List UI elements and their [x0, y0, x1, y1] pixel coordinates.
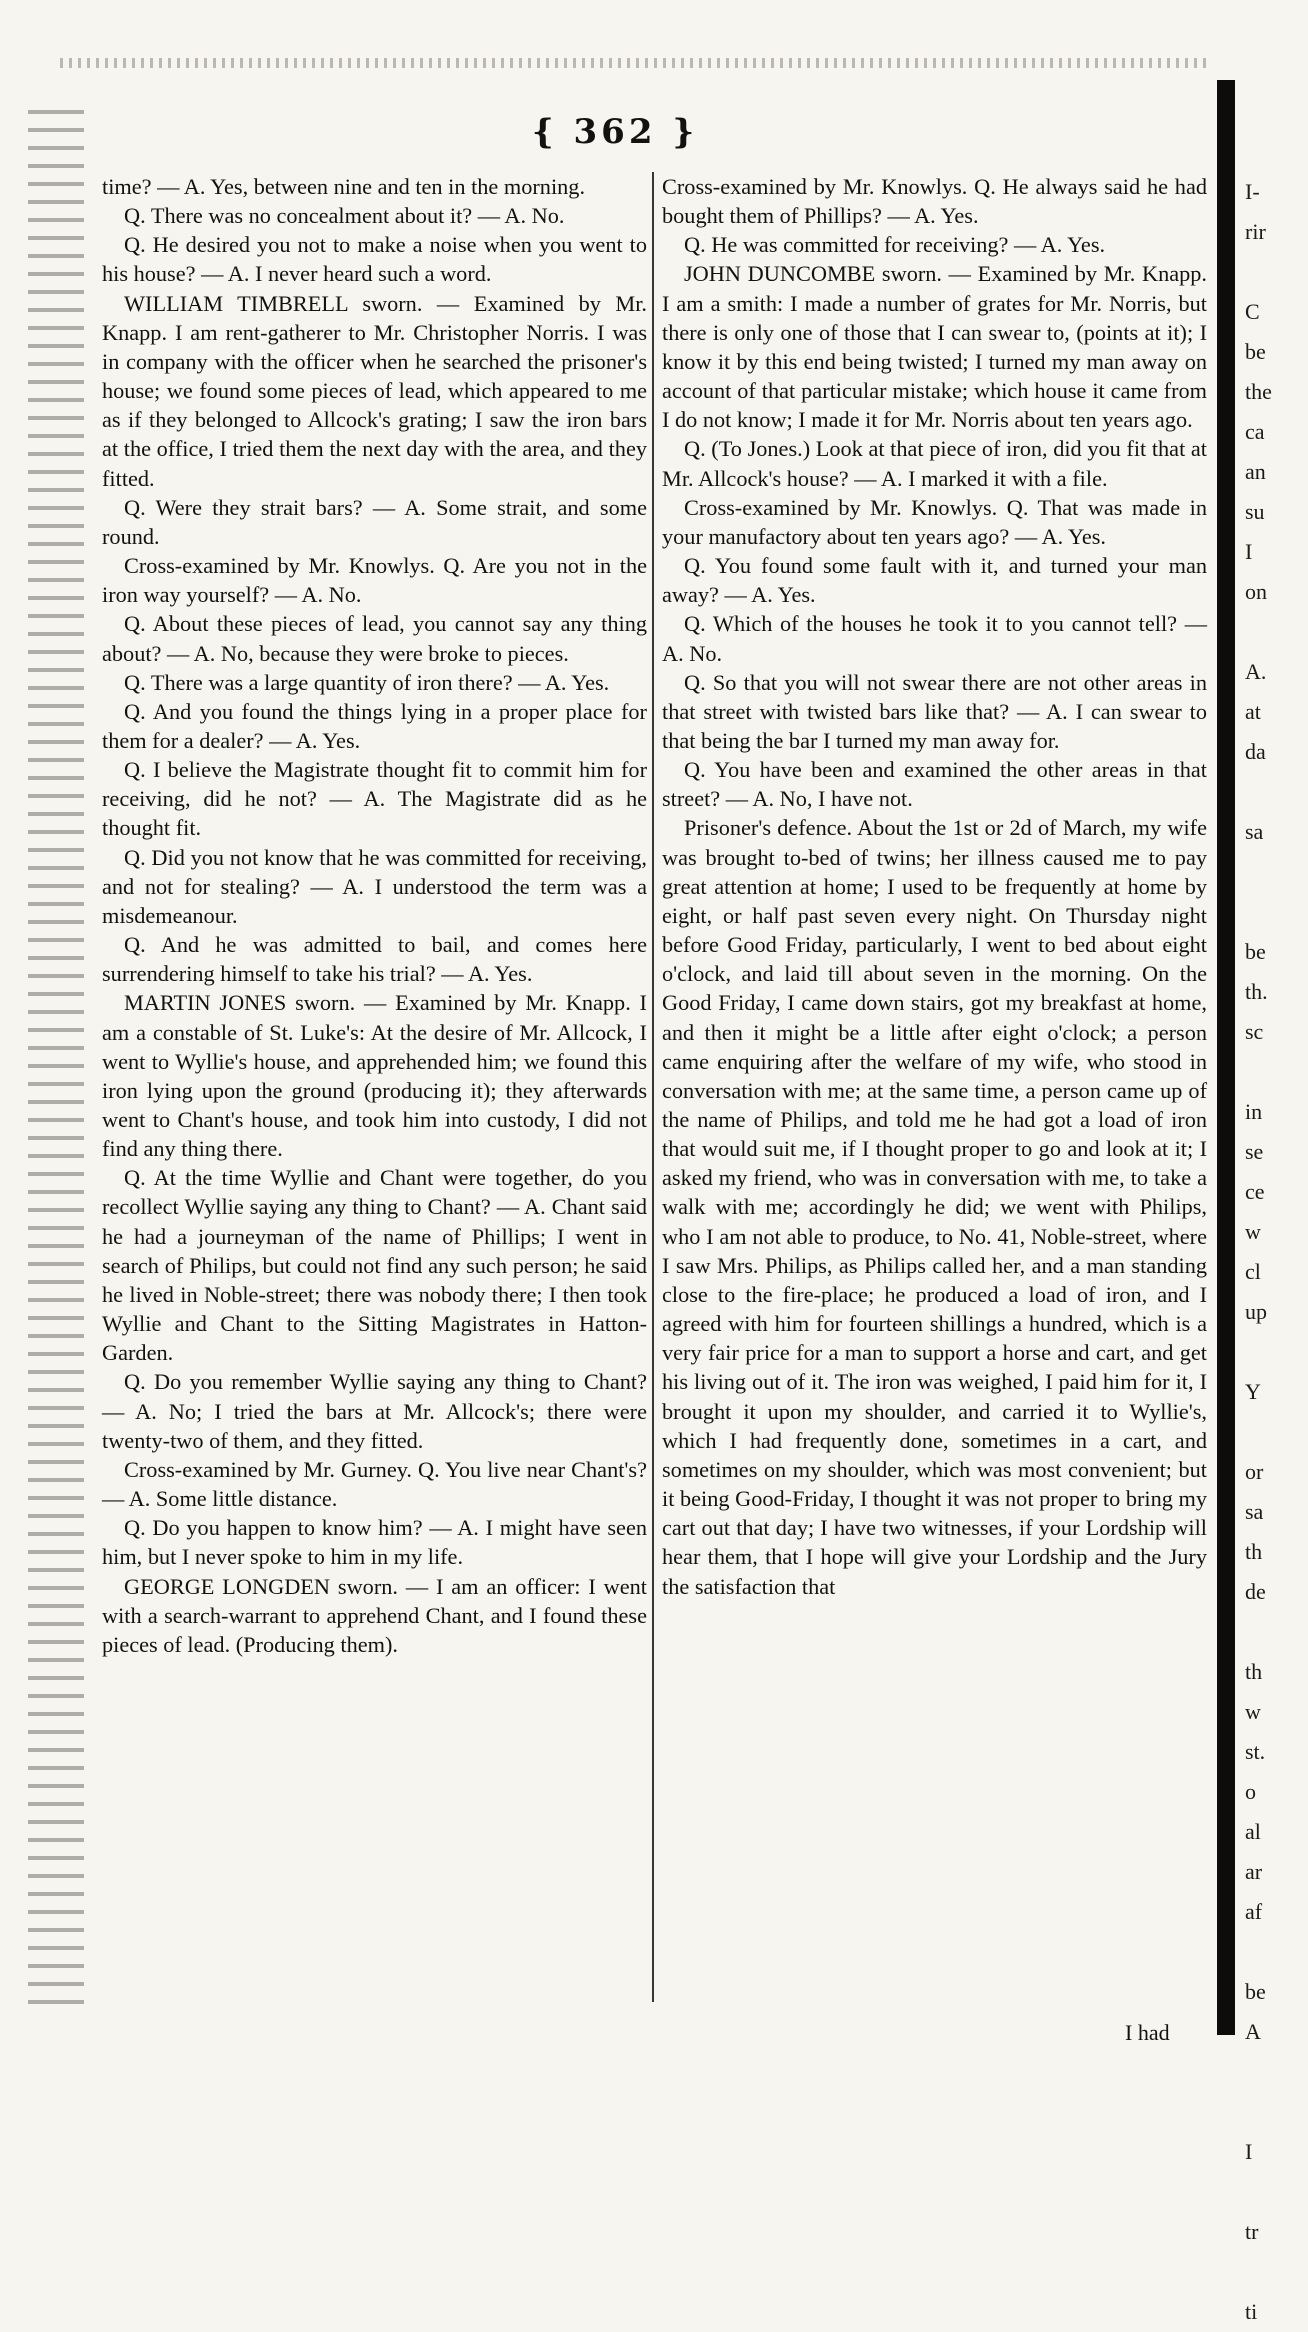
- paragraph: Q. (To Jones.) Look at that piece of iron, did you fit that at Mr. Allcock's house? — A. I marked it with a file.: [662, 436, 1207, 491]
- paragraph: Q. He was committed for receiving? — A. Yes.: [684, 232, 1106, 258]
- bleed-fragment: sa: [1245, 1499, 1264, 1524]
- paragraph: Q. You have been and examined the other areas in that street? — A. No, I have not.: [662, 757, 1207, 812]
- bleed-fragment: in: [1245, 1099, 1263, 1124]
- paragraph: Q. He desired you not to make a noise when you went to his house? — A. I never heard such a word.: [102, 232, 647, 287]
- bleed-fragment: [1245, 2052, 1295, 2092]
- bleed-fragment: [1245, 892, 1295, 932]
- bleed-fragment: A: [1245, 2019, 1261, 2044]
- bleed-fragment: on: [1245, 579, 1267, 604]
- bleed-fragment: su: [1245, 499, 1265, 524]
- bleed-fragment: w: [1245, 1699, 1261, 1724]
- bleed-fragment: af: [1245, 1899, 1263, 1924]
- bleed-fragment: sc: [1245, 1019, 1264, 1044]
- bleed-fragment: [1245, 1612, 1295, 1652]
- column-divider: [652, 172, 654, 2002]
- bleed-fragment: tr: [1245, 2219, 1259, 2244]
- catchword: I had: [1125, 2020, 1170, 2045]
- paragraph: WILLIAM TIMBRELL sworn. — Examined by Mr. Knapp. I am rent-gatherer to Mr. Christopher Norris. I was in company with the officer when he searched the prisoner's house; we found some pieces of lead, which appeared to me as if they belonged to Allcock's grating; I saw the iron bars at the office, I tried them the next day with the area, and they fitted.: [102, 290, 647, 491]
- bleed-fragment: the: [1245, 379, 1272, 404]
- paragraph: Q. There was a large quantity of iron there? — A. Yes.: [124, 669, 610, 695]
- adjacent-page-bleed: [1245, 172, 1295, 2332]
- paragraph: Q. There was no concealment about it? — A. No.: [124, 203, 565, 229]
- paragraph: GEORGE LONGDEN sworn. — I am an officer: I went with a search-warrant to apprehend Chant, and I found these pieces of lead. (Producing them).: [102, 1573, 647, 1657]
- bleed-fragment: [1245, 1332, 1295, 1372]
- bleed-fragment: [1245, 1412, 1295, 1452]
- bleed-fragment: da: [1245, 739, 1266, 764]
- bleed-fragment: [1245, 2252, 1295, 2292]
- paragraph: Q. Do you remember Wyllie saying any thing to Chant? — A. No; I tried the bars at Mr. Allcock's; there were twenty-two of them, and they fitted.: [102, 1369, 647, 1453]
- paragraph: Q. So that you will not swear there are not other areas in that street with twisted bars like that? — A. I can swear to that being the bar I turned my man away for.: [662, 669, 1207, 753]
- bleed-fragment: [1245, 2172, 1295, 2212]
- bleed-fragment: st.: [1245, 1739, 1266, 1764]
- bleed-fragment: [1245, 2092, 1295, 2132]
- bleed-fragment: rir: [1245, 219, 1266, 244]
- scan-top-edge: [60, 58, 1210, 68]
- bleed-fragment: be: [1245, 339, 1266, 364]
- bleed-fragment: [1245, 1052, 1295, 1092]
- bleed-fragment: or: [1245, 1459, 1264, 1484]
- paragraph: Q. Do you happen to know him? — A. I might have seen him, but I never spoke to him in my life.: [102, 1515, 647, 1570]
- bleed-fragment: th: [1245, 1539, 1263, 1564]
- paragraph: Q. Which of the houses he took it to you cannot tell? — A. No.: [662, 611, 1207, 666]
- paragraph: Q. I believe the Magistrate thought fit to commit him for receiving, did he not? — A. The Magistrate did as he thought fit.: [102, 757, 647, 841]
- bleed-fragment: Y: [1245, 1379, 1261, 1404]
- bleed-fragment: I: [1245, 2139, 1253, 2164]
- bleed-fragment: al: [1245, 1819, 1261, 1844]
- bleed-fragment: ar: [1245, 1859, 1263, 1884]
- bleed-fragment: up: [1245, 1299, 1267, 1324]
- page-number: { 362 }: [531, 112, 699, 152]
- bleed-fragment: ca: [1245, 419, 1265, 444]
- bleed-fragment: A.: [1245, 659, 1267, 684]
- paragraph: Q. About these pieces of lead, you cannot say any thing about? — A. No, because they were broke to pieces.: [102, 611, 647, 666]
- page-edge-bar: [1217, 80, 1235, 2035]
- bleed-fragment: th: [1245, 1659, 1263, 1684]
- bleed-fragment: [1245, 1932, 1295, 1972]
- bleed-fragment: C: [1245, 299, 1260, 324]
- bleed-fragment: be: [1245, 939, 1266, 964]
- bleed-fragment: [1245, 772, 1295, 812]
- paragraph: Q. At the time Wyllie and Chant were together, do you recollect Wyllie saying any thing to Chant? — A. Chant said he had a journeyman of the name of Phillips; I went in search of Philips, but could not find any such person; he said he lived in Noble-street; there was nobody there; I then took Wyllie and Chant to the Sitting Magistrates in Hatton-Garden.: [102, 1165, 647, 1366]
- paragraph: Q. Did you not know that he was committed for receiving, and not for stealing? — A. I understood the term was a misdemeanour.: [102, 844, 647, 928]
- bleed-fragment: I: [1245, 539, 1253, 564]
- paragraph: Cross-examined by Mr. Knowlys. Q. That was made in your manufactory about ten years ago? — A. Yes.: [662, 494, 1207, 549]
- left-text-column: [102, 172, 647, 1659]
- bleed-fragment: th.: [1245, 979, 1268, 1004]
- bleed-fragment: de: [1245, 1579, 1266, 1604]
- right-text-column: [662, 172, 1207, 1601]
- bleed-fragment: o: [1245, 1779, 1256, 1804]
- bleed-fragment: [1245, 252, 1295, 292]
- scan-gutter-shadow: [28, 110, 84, 2010]
- paragraph: MARTIN JONES sworn. — Examined by Mr. Knapp. I am a constable of St. Luke's: At the desire of Mr. Allcock, I went to Wyllie's house, and apprehended him; we found this iron lying upon the ground (producing it); they afterwards went to Chant's house, and took him into custody, I did not find any thing there.: [102, 990, 647, 1162]
- bleed-fragment: cl: [1245, 1259, 1261, 1284]
- paragraph: Cross-examined by Mr. Gurney. Q. You live near Chant's? — A. Some little distance.: [102, 1456, 647, 1512]
- bleed-fragment: ti: [1245, 2299, 1258, 2324]
- paragraph: time? — A. Yes, between nine and ten in the morning.: [102, 174, 586, 199]
- bleed-fragment: be: [1245, 1979, 1266, 2004]
- bleed-fragment: at: [1245, 699, 1261, 724]
- bleed-fragment: ce: [1245, 1179, 1265, 1204]
- paragraph: Q. You found some fault with it, and turned your man away? — A. Yes.: [662, 553, 1207, 608]
- paragraph: Cross-examined by Mr. Knowlys. Q. Are you not in the iron way yourself? — A. No.: [102, 553, 647, 608]
- paragraph: Cross-examined by Mr. Knowlys. Q. He always said he had bought them of Phillips? — A. Yes.: [662, 174, 1207, 229]
- bleed-fragment: I-: [1245, 179, 1260, 204]
- bleed-fragment: [1245, 852, 1295, 892]
- bleed-fragment: [1245, 612, 1295, 652]
- bleed-fragment: se: [1245, 1139, 1264, 1164]
- bleed-fragment: an: [1245, 459, 1266, 484]
- paragraph: Q. And you found the things lying in a proper place for them for a dealer? — A. Yes.: [102, 698, 647, 753]
- paragraph: Prisoner's defence. About the 1st or 2d of March, my wife was brought to-bed of twins; her illness caused me to pay great attention at home; I used to be frequently at home by eight, or half past seven every night. On Thursday night before Good Friday, particularly, I went to bed about eight o'clock, and laid till about seven in the morning. On the Good Friday, I came down stairs, got my breakfast at home, and then it might be a little after eight o'clock; a person came enquiring after the welfare of my wife, who stood in conversation with me; at the same time, a person came up of the name of Philips, and told me he had got a load of iron that would suit me, if I thought proper to go and look at it; I asked my friend, who was in conversation with me, to take a walk with me; accordingly he did; we went with Philips, who I am not able to produce, to No. 41, Noble-street, where I saw Mrs. Philips, as Philips called her, and a man standing close to the fire-place; he produced a load of iron, and I agreed with him for fourteen shillings a hundred, which is a very fair price for a man to support a horse and cart, and get his living out of it. The iron was weighed, I paid him for it, I brought it upon my shoulder, and carried it to Wyllie's, which I had frequently done, sometimes in a cart, and sometimes on my shoulder, which was most convenient; but it being Good-Friday, I thought it was not proper to bring my cart out that day; I have two witnesses, if your Lordship will hear them, that I hope will give your Lordship and the Jury the satisfaction that: [662, 815, 1207, 1599]
- bleed-fragment: sa: [1245, 819, 1264, 844]
- bleed-fragment: w: [1245, 1219, 1261, 1244]
- paragraph: Q. Were they strait bars? — A. Some strait, and some round.: [102, 494, 647, 549]
- paragraph: JOHN DUNCOMBE sworn. — Examined by Mr. Knapp. I am a smith: I made a number of grates for Mr. Norris, but there is only one of those that I can swear to, (points at it); I know it by this end being twisted; I turned my man away on account of that particular mistake; which house it came from I do not know; I made it for Mr. Norris about ten years ago.: [662, 261, 1207, 433]
- paragraph: Q. And he was admitted to bail, and comes here surrendering himself to take his trial? — A. Yes.: [102, 932, 647, 987]
